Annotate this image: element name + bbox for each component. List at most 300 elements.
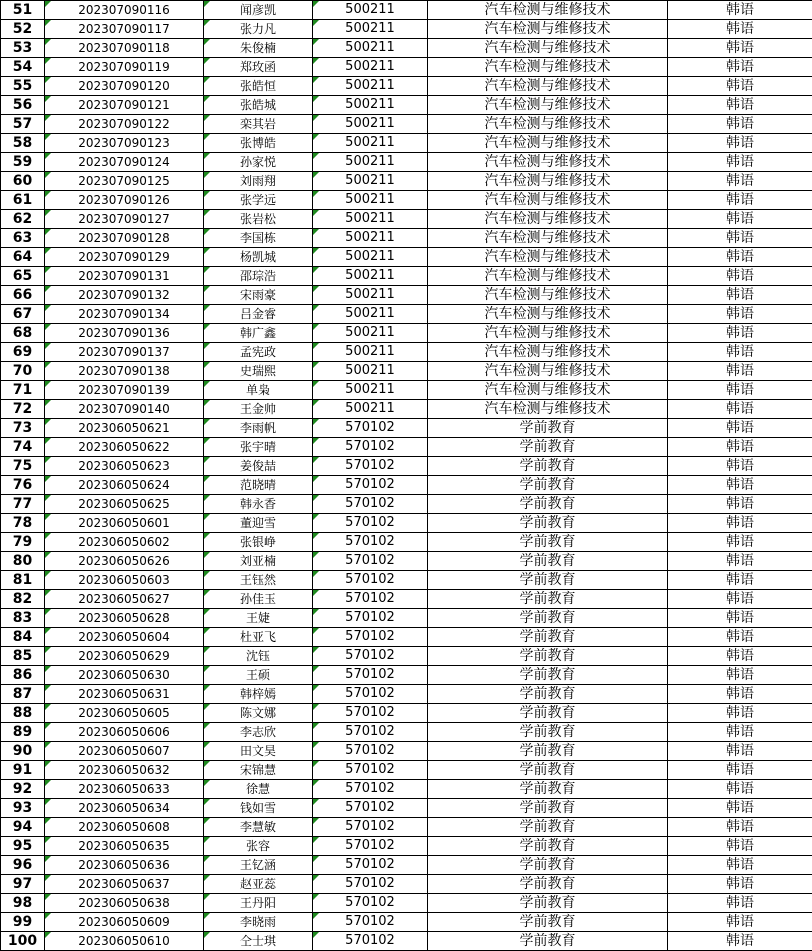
student-id-cell[interactable]: 202306050609 <box>45 913 204 932</box>
row-number-cell[interactable]: 51 <box>1 1 45 20</box>
language-cell[interactable]: 韩语 <box>668 761 812 780</box>
student-id-cell[interactable]: 202306050606 <box>45 723 204 742</box>
major-code-cell[interactable]: 570102 <box>313 590 428 609</box>
row-number-cell[interactable]: 79 <box>1 533 45 552</box>
student-name-cell[interactable]: 李慧敏 <box>204 818 313 837</box>
student-id-cell[interactable]: 202306050634 <box>45 799 204 818</box>
student-name-cell[interactable]: 王金帅 <box>204 400 313 419</box>
row-number-cell[interactable]: 80 <box>1 552 45 571</box>
language-cell[interactable]: 韩语 <box>668 267 812 286</box>
language-cell[interactable]: 韩语 <box>668 324 812 343</box>
row-number-cell[interactable]: 89 <box>1 723 45 742</box>
student-id-cell[interactable]: 202306050601 <box>45 514 204 533</box>
major-name-cell[interactable]: 学前教育 <box>428 685 668 704</box>
language-cell[interactable]: 韩语 <box>668 685 812 704</box>
major-name-cell[interactable]: 学前教育 <box>428 438 668 457</box>
language-cell[interactable]: 韩语 <box>668 343 812 362</box>
language-cell[interactable]: 韩语 <box>668 628 812 647</box>
major-name-cell[interactable]: 汽车检测与维修技术 <box>428 267 668 286</box>
row-number-cell[interactable]: 56 <box>1 96 45 115</box>
row-number-cell[interactable]: 91 <box>1 761 45 780</box>
major-code-cell[interactable]: 500211 <box>313 96 428 115</box>
student-id-cell[interactable]: 202306050626 <box>45 552 204 571</box>
row-number-cell[interactable]: 69 <box>1 343 45 362</box>
major-name-cell[interactable]: 学前教育 <box>428 837 668 856</box>
major-code-cell[interactable]: 570102 <box>313 837 428 856</box>
student-id-cell[interactable]: 202306050633 <box>45 780 204 799</box>
major-name-cell[interactable]: 学前教育 <box>428 894 668 913</box>
language-cell[interactable]: 韩语 <box>668 590 812 609</box>
major-code-cell[interactable]: 500211 <box>313 305 428 324</box>
student-name-cell[interactable]: 张银峥 <box>204 533 313 552</box>
major-name-cell[interactable]: 汽车检测与维修技术 <box>428 229 668 248</box>
student-name-cell[interactable]: 张皓城 <box>204 96 313 115</box>
major-name-cell[interactable]: 学前教育 <box>428 457 668 476</box>
major-name-cell[interactable]: 汽车检测与维修技术 <box>428 381 668 400</box>
student-name-cell[interactable]: 王钇涵 <box>204 856 313 875</box>
major-name-cell[interactable]: 汽车检测与维修技术 <box>428 39 668 58</box>
row-number-cell[interactable]: 78 <box>1 514 45 533</box>
row-number-cell[interactable]: 87 <box>1 685 45 704</box>
major-name-cell[interactable]: 汽车检测与维修技术 <box>428 324 668 343</box>
student-name-cell[interactable]: 董迎雪 <box>204 514 313 533</box>
language-cell[interactable]: 韩语 <box>668 400 812 419</box>
major-code-cell[interactable]: 570102 <box>313 495 428 514</box>
student-id-cell[interactable]: 202307090140 <box>45 400 204 419</box>
student-id-cell[interactable]: 202306050605 <box>45 704 204 723</box>
language-cell[interactable]: 韩语 <box>668 666 812 685</box>
major-code-cell[interactable]: 570102 <box>313 609 428 628</box>
major-name-cell[interactable]: 学前教育 <box>428 590 668 609</box>
language-cell[interactable]: 韩语 <box>668 571 812 590</box>
student-id-cell[interactable]: 202307090129 <box>45 248 204 267</box>
row-number-cell[interactable]: 71 <box>1 381 45 400</box>
major-name-cell[interactable]: 学前教育 <box>428 533 668 552</box>
major-name-cell[interactable]: 汽车检测与维修技术 <box>428 134 668 153</box>
student-id-cell[interactable]: 202306050627 <box>45 590 204 609</box>
major-name-cell[interactable]: 学前教育 <box>428 723 668 742</box>
student-id-cell[interactable]: 202306050637 <box>45 875 204 894</box>
row-number-cell[interactable]: 59 <box>1 153 45 172</box>
language-cell[interactable]: 韩语 <box>668 533 812 552</box>
student-name-cell[interactable]: 邵琮浩 <box>204 267 313 286</box>
major-name-cell[interactable]: 汽车检测与维修技术 <box>428 77 668 96</box>
language-cell[interactable]: 韩语 <box>668 780 812 799</box>
language-cell[interactable]: 韩语 <box>668 286 812 305</box>
major-name-cell[interactable]: 学前教育 <box>428 609 668 628</box>
major-code-cell[interactable]: 570102 <box>313 723 428 742</box>
student-name-cell[interactable]: 宋雨豪 <box>204 286 313 305</box>
student-id-cell[interactable]: 202307090126 <box>45 191 204 210</box>
language-cell[interactable]: 韩语 <box>668 419 812 438</box>
language-cell[interactable]: 韩语 <box>668 305 812 324</box>
major-code-cell[interactable]: 570102 <box>313 628 428 647</box>
student-id-cell[interactable]: 202307090128 <box>45 229 204 248</box>
student-name-cell[interactable]: 闻彦凯 <box>204 1 313 20</box>
language-cell[interactable]: 韩语 <box>668 552 812 571</box>
major-code-cell[interactable]: 500211 <box>313 1 428 20</box>
row-number-cell[interactable]: 70 <box>1 362 45 381</box>
student-id-cell[interactable]: 202306050621 <box>45 419 204 438</box>
student-id-cell[interactable]: 202306050610 <box>45 932 204 951</box>
student-name-cell[interactable]: 钱如雪 <box>204 799 313 818</box>
row-number-cell[interactable]: 90 <box>1 742 45 761</box>
student-name-cell[interactable]: 吕金睿 <box>204 305 313 324</box>
student-id-cell[interactable]: 202307090136 <box>45 324 204 343</box>
language-cell[interactable]: 韩语 <box>668 704 812 723</box>
major-code-cell[interactable]: 570102 <box>313 799 428 818</box>
row-number-cell[interactable]: 100 <box>1 932 45 951</box>
row-number-cell[interactable]: 57 <box>1 115 45 134</box>
major-name-cell[interactable]: 汽车检测与维修技术 <box>428 1 668 20</box>
major-code-cell[interactable]: 570102 <box>313 913 428 932</box>
student-id-cell[interactable]: 202306050635 <box>45 837 204 856</box>
major-name-cell[interactable]: 汽车检测与维修技术 <box>428 172 668 191</box>
student-name-cell[interactable]: 朱俊楠 <box>204 39 313 58</box>
student-name-cell[interactable]: 王婕 <box>204 609 313 628</box>
student-id-cell[interactable]: 202306050625 <box>45 495 204 514</box>
language-cell[interactable]: 韩语 <box>668 58 812 77</box>
student-id-cell[interactable]: 202306050636 <box>45 856 204 875</box>
row-number-cell[interactable]: 68 <box>1 324 45 343</box>
major-name-cell[interactable]: 汽车检测与维修技术 <box>428 362 668 381</box>
major-name-cell[interactable]: 汽车检测与维修技术 <box>428 210 668 229</box>
student-id-cell[interactable]: 202307090125 <box>45 172 204 191</box>
major-code-cell[interactable]: 570102 <box>313 419 428 438</box>
major-code-cell[interactable]: 500211 <box>313 172 428 191</box>
student-id-cell[interactable]: 202306050630 <box>45 666 204 685</box>
language-cell[interactable]: 韩语 <box>668 913 812 932</box>
student-name-cell[interactable]: 王硕 <box>204 666 313 685</box>
student-id-cell[interactable]: 202306050624 <box>45 476 204 495</box>
student-id-cell[interactable]: 202307090124 <box>45 153 204 172</box>
major-name-cell[interactable]: 汽车检测与维修技术 <box>428 248 668 267</box>
major-name-cell[interactable]: 汽车检测与维修技术 <box>428 191 668 210</box>
major-name-cell[interactable]: 学前教育 <box>428 875 668 894</box>
major-name-cell[interactable]: 学前教育 <box>428 780 668 799</box>
student-id-cell[interactable]: 202306050603 <box>45 571 204 590</box>
language-cell[interactable]: 韩语 <box>668 647 812 666</box>
row-number-cell[interactable]: 96 <box>1 856 45 875</box>
row-number-cell[interactable]: 82 <box>1 590 45 609</box>
student-id-cell[interactable]: 202306050608 <box>45 818 204 837</box>
row-number-cell[interactable]: 84 <box>1 628 45 647</box>
row-number-cell[interactable]: 53 <box>1 39 45 58</box>
major-code-cell[interactable]: 500211 <box>313 39 428 58</box>
student-name-cell[interactable]: 范晓晴 <box>204 476 313 495</box>
student-name-cell[interactable]: 刘亚楠 <box>204 552 313 571</box>
row-number-cell[interactable]: 55 <box>1 77 45 96</box>
row-number-cell[interactable]: 95 <box>1 837 45 856</box>
language-cell[interactable]: 韩语 <box>668 514 812 533</box>
major-name-cell[interactable]: 学前教育 <box>428 628 668 647</box>
language-cell[interactable]: 韩语 <box>668 362 812 381</box>
language-cell[interactable]: 韩语 <box>668 96 812 115</box>
student-name-cell[interactable]: 李雨帆 <box>204 419 313 438</box>
major-name-cell[interactable]: 汽车检测与维修技术 <box>428 343 668 362</box>
student-name-cell[interactable]: 栾其岩 <box>204 115 313 134</box>
language-cell[interactable]: 韩语 <box>668 210 812 229</box>
row-number-cell[interactable]: 76 <box>1 476 45 495</box>
student-name-cell[interactable]: 姜俊喆 <box>204 457 313 476</box>
language-cell[interactable]: 韩语 <box>668 875 812 894</box>
major-code-cell[interactable]: 570102 <box>313 875 428 894</box>
row-number-cell[interactable]: 85 <box>1 647 45 666</box>
major-code-cell[interactable]: 570102 <box>313 932 428 951</box>
language-cell[interactable]: 韩语 <box>668 153 812 172</box>
major-code-cell[interactable]: 570102 <box>313 761 428 780</box>
student-name-cell[interactable]: 孙佳玉 <box>204 590 313 609</box>
major-code-cell[interactable]: 570102 <box>313 780 428 799</box>
student-name-cell[interactable]: 郑玫函 <box>204 58 313 77</box>
student-id-cell[interactable]: 202306050604 <box>45 628 204 647</box>
student-id-cell[interactable]: 202307090132 <box>45 286 204 305</box>
major-code-cell[interactable]: 570102 <box>313 514 428 533</box>
major-name-cell[interactable]: 学前教育 <box>428 571 668 590</box>
student-id-cell[interactable]: 202307090127 <box>45 210 204 229</box>
row-number-cell[interactable]: 67 <box>1 305 45 324</box>
student-id-cell[interactable]: 202306050602 <box>45 533 204 552</box>
row-number-cell[interactable]: 64 <box>1 248 45 267</box>
language-cell[interactable]: 韩语 <box>668 20 812 39</box>
major-code-cell[interactable]: 570102 <box>313 685 428 704</box>
major-code-cell[interactable]: 500211 <box>313 324 428 343</box>
row-number-cell[interactable]: 73 <box>1 419 45 438</box>
row-number-cell[interactable]: 93 <box>1 799 45 818</box>
major-code-cell[interactable]: 500211 <box>313 153 428 172</box>
major-name-cell[interactable]: 学前教育 <box>428 495 668 514</box>
row-number-cell[interactable]: 75 <box>1 457 45 476</box>
row-number-cell[interactable]: 92 <box>1 780 45 799</box>
major-code-cell[interactable]: 500211 <box>313 267 428 286</box>
student-name-cell[interactable]: 杨凯城 <box>204 248 313 267</box>
major-name-cell[interactable]: 学前教育 <box>428 932 668 951</box>
student-name-cell[interactable]: 张宇晴 <box>204 438 313 457</box>
major-code-cell[interactable]: 500211 <box>313 400 428 419</box>
student-id-cell[interactable]: 202307090119 <box>45 58 204 77</box>
major-code-cell[interactable]: 500211 <box>313 115 428 134</box>
row-number-cell[interactable]: 83 <box>1 609 45 628</box>
major-code-cell[interactable]: 500211 <box>313 286 428 305</box>
major-name-cell[interactable]: 学前教育 <box>428 913 668 932</box>
student-name-cell[interactable]: 韩梓嫣 <box>204 685 313 704</box>
language-cell[interactable]: 韩语 <box>668 77 812 96</box>
student-name-cell[interactable]: 张力凡 <box>204 20 313 39</box>
student-id-cell[interactable]: 202307090117 <box>45 20 204 39</box>
student-id-cell[interactable]: 202307090120 <box>45 77 204 96</box>
student-id-cell[interactable]: 202306050622 <box>45 438 204 457</box>
language-cell[interactable]: 韩语 <box>668 1 812 20</box>
major-name-cell[interactable]: 汽车检测与维修技术 <box>428 58 668 77</box>
row-number-cell[interactable]: 99 <box>1 913 45 932</box>
major-name-cell[interactable]: 汽车检测与维修技术 <box>428 400 668 419</box>
major-code-cell[interactable]: 570102 <box>313 818 428 837</box>
row-number-cell[interactable]: 61 <box>1 191 45 210</box>
student-id-cell[interactable]: 202307090134 <box>45 305 204 324</box>
student-name-cell[interactable]: 宋锦慧 <box>204 761 313 780</box>
major-code-cell[interactable]: 500211 <box>313 210 428 229</box>
language-cell[interactable]: 韩语 <box>668 495 812 514</box>
major-code-cell[interactable]: 500211 <box>313 362 428 381</box>
student-id-cell[interactable]: 202307090137 <box>45 343 204 362</box>
language-cell[interactable]: 韩语 <box>668 134 812 153</box>
major-code-cell[interactable]: 500211 <box>313 229 428 248</box>
student-name-cell[interactable]: 张岩松 <box>204 210 313 229</box>
student-name-cell[interactable]: 刘雨翔 <box>204 172 313 191</box>
student-name-cell[interactable]: 孙家悦 <box>204 153 313 172</box>
major-name-cell[interactable]: 学前教育 <box>428 818 668 837</box>
major-name-cell[interactable]: 汽车检测与维修技术 <box>428 305 668 324</box>
row-number-cell[interactable]: 94 <box>1 818 45 837</box>
language-cell[interactable]: 韩语 <box>668 476 812 495</box>
student-id-cell[interactable]: 202306050638 <box>45 894 204 913</box>
student-id-cell[interactable]: 202306050628 <box>45 609 204 628</box>
language-cell[interactable]: 韩语 <box>668 856 812 875</box>
major-code-cell[interactable]: 500211 <box>313 20 428 39</box>
student-id-cell[interactable]: 202306050623 <box>45 457 204 476</box>
major-name-cell[interactable]: 汽车检测与维修技术 <box>428 115 668 134</box>
row-number-cell[interactable]: 58 <box>1 134 45 153</box>
major-code-cell[interactable]: 570102 <box>313 457 428 476</box>
language-cell[interactable]: 韩语 <box>668 172 812 191</box>
student-name-cell[interactable]: 田文昊 <box>204 742 313 761</box>
major-code-cell[interactable]: 570102 <box>313 552 428 571</box>
language-cell[interactable]: 韩语 <box>668 932 812 951</box>
row-number-cell[interactable]: 77 <box>1 495 45 514</box>
student-id-cell[interactable]: 202307090131 <box>45 267 204 286</box>
student-id-cell[interactable]: 202307090121 <box>45 96 204 115</box>
major-name-cell[interactable]: 学前教育 <box>428 856 668 875</box>
major-name-cell[interactable]: 学前教育 <box>428 552 668 571</box>
language-cell[interactable]: 韩语 <box>668 894 812 913</box>
language-cell[interactable]: 韩语 <box>668 248 812 267</box>
student-name-cell[interactable]: 张容 <box>204 837 313 856</box>
row-number-cell[interactable]: 63 <box>1 229 45 248</box>
language-cell[interactable]: 韩语 <box>668 837 812 856</box>
major-code-cell[interactable]: 570102 <box>313 704 428 723</box>
row-number-cell[interactable]: 52 <box>1 20 45 39</box>
row-number-cell[interactable]: 74 <box>1 438 45 457</box>
major-name-cell[interactable]: 汽车检测与维修技术 <box>428 96 668 115</box>
student-name-cell[interactable]: 徐慧 <box>204 780 313 799</box>
major-code-cell[interactable]: 570102 <box>313 476 428 495</box>
row-number-cell[interactable]: 65 <box>1 267 45 286</box>
student-id-cell[interactable]: 202307090138 <box>45 362 204 381</box>
major-name-cell[interactable]: 汽车检测与维修技术 <box>428 286 668 305</box>
major-code-cell[interactable]: 570102 <box>313 533 428 552</box>
major-code-cell[interactable]: 500211 <box>313 381 428 400</box>
major-name-cell[interactable]: 学前教育 <box>428 761 668 780</box>
major-code-cell[interactable]: 500211 <box>313 248 428 267</box>
language-cell[interactable]: 韩语 <box>668 438 812 457</box>
row-number-cell[interactable]: 54 <box>1 58 45 77</box>
major-name-cell[interactable]: 学前教育 <box>428 666 668 685</box>
major-code-cell[interactable]: 500211 <box>313 134 428 153</box>
student-name-cell[interactable]: 孟宪政 <box>204 343 313 362</box>
student-id-cell[interactable]: 202307090123 <box>45 134 204 153</box>
major-name-cell[interactable]: 汽车检测与维修技术 <box>428 153 668 172</box>
language-cell[interactable]: 韩语 <box>668 457 812 476</box>
row-number-cell[interactable]: 60 <box>1 172 45 191</box>
student-id-cell[interactable]: 202306050631 <box>45 685 204 704</box>
language-cell[interactable]: 韩语 <box>668 799 812 818</box>
student-name-cell[interactable]: 沈钰 <box>204 647 313 666</box>
language-cell[interactable]: 韩语 <box>668 742 812 761</box>
major-code-cell[interactable]: 500211 <box>313 191 428 210</box>
major-code-cell[interactable]: 570102 <box>313 571 428 590</box>
student-name-cell[interactable]: 仝士琪 <box>204 932 313 951</box>
student-id-cell[interactable]: 202307090118 <box>45 39 204 58</box>
student-name-cell[interactable]: 史瑞熙 <box>204 362 313 381</box>
major-name-cell[interactable]: 学前教育 <box>428 704 668 723</box>
student-id-cell[interactable]: 202307090116 <box>45 1 204 20</box>
student-name-cell[interactable]: 单枭 <box>204 381 313 400</box>
row-number-cell[interactable]: 86 <box>1 666 45 685</box>
language-cell[interactable]: 韩语 <box>668 818 812 837</box>
language-cell[interactable]: 韩语 <box>668 115 812 134</box>
student-name-cell[interactable]: 王钰然 <box>204 571 313 590</box>
language-cell[interactable]: 韩语 <box>668 39 812 58</box>
student-name-cell[interactable]: 韩永香 <box>204 495 313 514</box>
major-code-cell[interactable]: 570102 <box>313 647 428 666</box>
student-name-cell[interactable]: 赵亚蕊 <box>204 875 313 894</box>
major-name-cell[interactable]: 学前教育 <box>428 799 668 818</box>
student-name-cell[interactable]: 王丹阳 <box>204 894 313 913</box>
student-name-cell[interactable]: 陈文娜 <box>204 704 313 723</box>
student-name-cell[interactable]: 杜亚飞 <box>204 628 313 647</box>
major-code-cell[interactable]: 570102 <box>313 742 428 761</box>
major-code-cell[interactable]: 500211 <box>313 343 428 362</box>
student-name-cell[interactable]: 李国栋 <box>204 229 313 248</box>
student-id-cell[interactable]: 202307090139 <box>45 381 204 400</box>
language-cell[interactable]: 韩语 <box>668 229 812 248</box>
language-cell[interactable]: 韩语 <box>668 191 812 210</box>
student-name-cell[interactable]: 张皓恒 <box>204 77 313 96</box>
major-name-cell[interactable]: 学前教育 <box>428 514 668 533</box>
language-cell[interactable]: 韩语 <box>668 609 812 628</box>
major-code-cell[interactable]: 570102 <box>313 438 428 457</box>
major-name-cell[interactable]: 学前教育 <box>428 742 668 761</box>
student-id-cell[interactable]: 202306050629 <box>45 647 204 666</box>
student-name-cell[interactable]: 韩广鑫 <box>204 324 313 343</box>
language-cell[interactable]: 韩语 <box>668 381 812 400</box>
row-number-cell[interactable]: 62 <box>1 210 45 229</box>
row-number-cell[interactable]: 88 <box>1 704 45 723</box>
row-number-cell[interactable]: 98 <box>1 894 45 913</box>
student-name-cell[interactable]: 李晓雨 <box>204 913 313 932</box>
major-code-cell[interactable]: 570102 <box>313 856 428 875</box>
student-id-cell[interactable]: 202307090122 <box>45 115 204 134</box>
major-name-cell[interactable]: 汽车检测与维修技术 <box>428 20 668 39</box>
major-name-cell[interactable]: 学前教育 <box>428 647 668 666</box>
student-id-cell[interactable]: 202306050632 <box>45 761 204 780</box>
major-code-cell[interactable]: 570102 <box>313 894 428 913</box>
student-name-cell[interactable]: 张学远 <box>204 191 313 210</box>
major-code-cell[interactable]: 500211 <box>313 58 428 77</box>
major-code-cell[interactable]: 570102 <box>313 666 428 685</box>
row-number-cell[interactable]: 81 <box>1 571 45 590</box>
row-number-cell[interactable]: 72 <box>1 400 45 419</box>
major-code-cell[interactable]: 500211 <box>313 77 428 96</box>
major-name-cell[interactable]: 学前教育 <box>428 419 668 438</box>
row-number-cell[interactable]: 66 <box>1 286 45 305</box>
language-cell[interactable]: 韩语 <box>668 723 812 742</box>
major-name-cell[interactable]: 学前教育 <box>428 476 668 495</box>
student-name-cell[interactable]: 张博皓 <box>204 134 313 153</box>
student-id-cell[interactable]: 202306050607 <box>45 742 204 761</box>
row-number-cell[interactable]: 97 <box>1 875 45 894</box>
student-name-cell[interactable]: 李志欣 <box>204 723 313 742</box>
